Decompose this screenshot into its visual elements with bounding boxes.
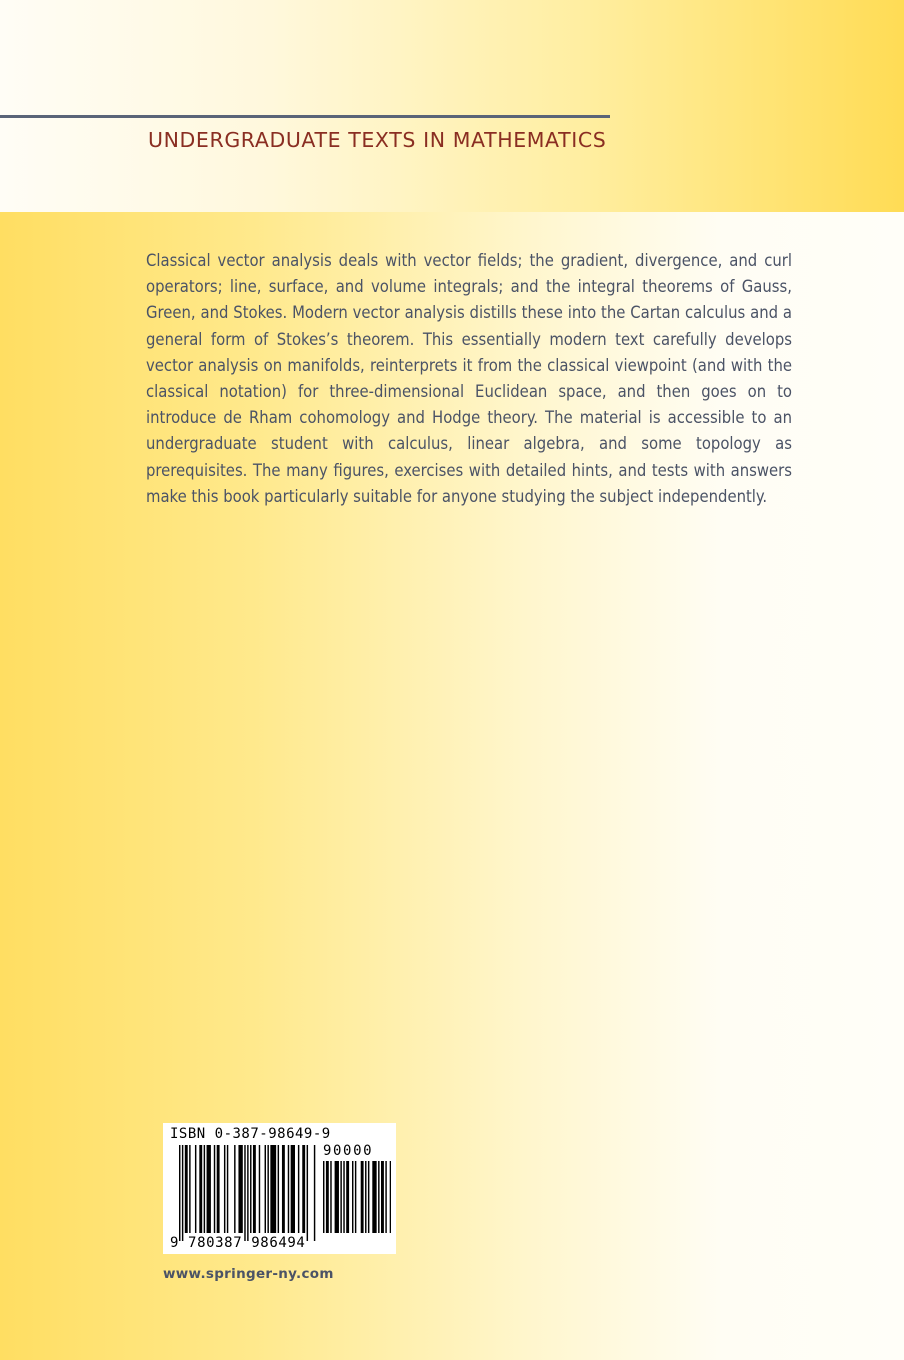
barcode-bar	[267, 1145, 268, 1233]
barcode-bar	[244, 1145, 245, 1241]
barcode-bar	[346, 1161, 349, 1233]
publisher-url: www.springer-ny.com	[163, 1266, 334, 1282]
barcode-bar	[381, 1161, 384, 1233]
barcode-bar	[352, 1161, 353, 1233]
barcode-bar	[368, 1161, 369, 1233]
barcode-bar	[307, 1145, 308, 1241]
barcode-bar	[195, 1145, 196, 1233]
barcode-bar	[372, 1161, 376, 1233]
barcode-bar	[227, 1145, 228, 1233]
barcode-bar	[265, 1145, 266, 1233]
barcode-bar	[250, 1145, 251, 1233]
barcode-ean-digits: 9 780387 986494	[170, 1235, 306, 1251]
barcode-bar	[270, 1145, 276, 1233]
barcode-bar	[179, 1145, 180, 1241]
barcode-bar	[302, 1145, 305, 1233]
barcode-bar	[217, 1145, 220, 1233]
barcode-bar	[247, 1145, 248, 1241]
barcode-bar	[361, 1161, 364, 1233]
barcode-bar	[204, 1145, 205, 1233]
barcode-bar	[182, 1145, 183, 1241]
header-band	[0, 0, 904, 212]
barcode-bar	[238, 1145, 242, 1233]
barcode-bar	[385, 1161, 386, 1233]
barcode-bar	[278, 1145, 279, 1233]
barcode-bar	[343, 1161, 344, 1233]
isbn-barcode	[163, 1123, 396, 1254]
book-description: Classical vector analysis deals with vector fields; the gradient, divergence, and curl operators; line, surface, and volume integrals; and the integral theorems of Gauss, Green, and Stokes. Modern vector analysis distills these into the Cartan calculus and a general form of Stokes’s theorem. This essentially modern text carefully develops vector analysis on manifolds, reinterprets it from the classical viewpoint (and with the classical notation) for three-dimensional Euclidean space, and then goes on to introduce de Rham cohomology and Hodge theory. The material is accessible to an undergraduate student with calculus, linear algebra, and some topology as prerequisites. The many figures, exercises with detailed hints, and tests with answers make this book particularly suitable for anyone studying the subject independently.	[146, 251, 792, 506]
barcode-bar	[298, 1145, 299, 1233]
barcode-bar	[224, 1145, 225, 1233]
barcode-bar	[288, 1145, 289, 1233]
barcode-bar	[199, 1145, 202, 1233]
barcode-bar	[253, 1145, 256, 1233]
barcode-bar	[185, 1145, 188, 1233]
barcode-bar	[234, 1145, 235, 1233]
barcode-bar	[282, 1145, 285, 1233]
barcode-bar	[259, 1145, 260, 1233]
barcode-bar	[365, 1161, 366, 1233]
barcode-bar	[214, 1145, 215, 1233]
barcode-bar	[335, 1161, 339, 1233]
barcode-bar	[291, 1145, 295, 1233]
series-title: UNDERGRADUATE TEXTS IN MATHEMATICS	[148, 128, 607, 152]
series-rule-divider	[0, 115, 610, 118]
barcode-bar	[323, 1161, 324, 1233]
isbn-label: ISBN 0-387-98649-9	[170, 1126, 331, 1142]
barcode-bar	[340, 1161, 341, 1233]
barcode-bar	[207, 1145, 211, 1233]
barcode-main-bars	[179, 1145, 316, 1241]
barcode-bar	[314, 1145, 315, 1241]
barcode-bar	[355, 1161, 356, 1233]
barcode-addon-digits: 90000	[323, 1143, 374, 1159]
barcode-bar	[189, 1145, 190, 1233]
barcode-bar	[330, 1161, 331, 1233]
barcode-bar	[326, 1161, 329, 1233]
barcode-addon-bars	[323, 1161, 391, 1233]
barcode-bar	[378, 1161, 379, 1233]
barcode-bar	[390, 1161, 391, 1233]
